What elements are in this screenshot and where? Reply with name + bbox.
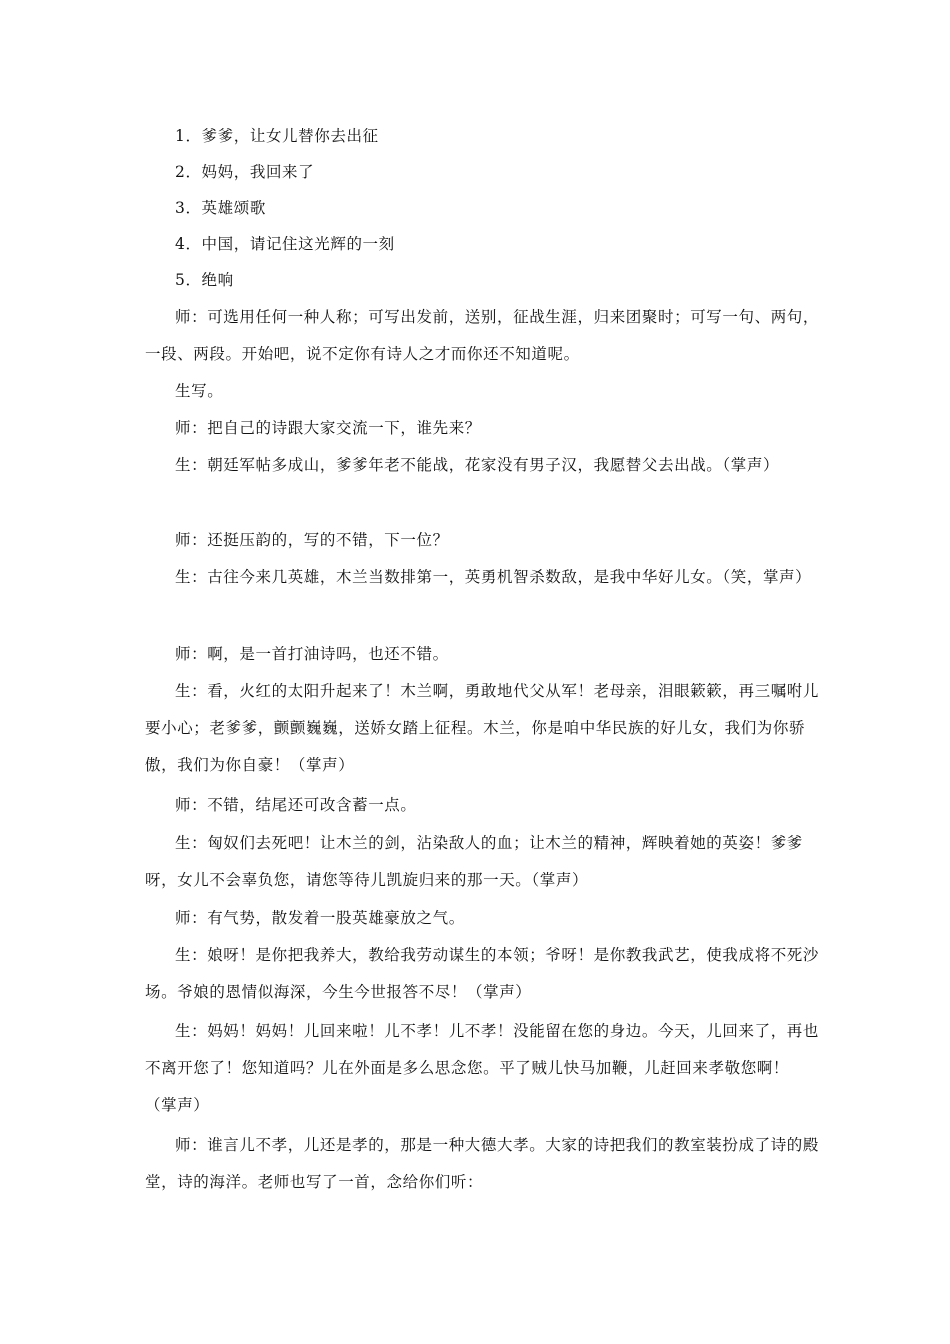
teacher-paragraph-6: 师：有气势，散发着一股英雄豪放之气。 bbox=[175, 909, 465, 927]
student-paragraph-5: 生：匈奴们去死吧！让木兰的剑，沾染敌人的血；让木兰的精神，辉映着她的英姿！爹爹呀，女儿不会辜负您，请您等待儿凯旋归来的那一天。（掌声） bbox=[145, 834, 803, 889]
student-paragraph-3: 生：古往今来几英雄，木兰当数排第一，英勇机智杀数敌，是我中华好儿女。（笑，掌声） bbox=[175, 568, 812, 586]
student-paragraph-1: 生写。 bbox=[175, 382, 224, 400]
list-item-4: 4．中国，请记住这光辉的一刻 bbox=[175, 235, 395, 253]
student-paragraph-6: 生：娘呀！是你把我养大，教给我劳动谋生的本领；爷呀！是你教我武艺，使我成将不死沙场。爷娘的恩情似海深，今生今世报答不尽！（掌声） bbox=[145, 946, 820, 1001]
list-item-5: 5．绝响 bbox=[175, 271, 234, 289]
student-paragraph-7: 生：妈妈！妈妈！儿回来啦！儿不孝！儿不孝！没能留在您的身边。今天，儿回来了，再也不离开您了！您知道吗？儿在外面是多么思念您。平了贼儿快马加鞭，儿赶回来孝敬您啊！（掌声） bbox=[145, 1022, 820, 1114]
list-item-2: 2．妈妈，我回来了 bbox=[175, 163, 315, 181]
student-paragraph-4: 生：看，火红的太阳升起来了！木兰啊，勇敢地代父从军！老母亲，泪眼簌簌，再三嘱咐儿要小心；老爹爹，颤颤巍巍，送娇女踏上征程。木兰，你是咱中华民族的好儿女，我们为你骄傲，我们为你自豪！（掌声） bbox=[145, 682, 820, 774]
teacher-paragraph-1: 师：可选用任何一种人称；可写出发前，送别，征战生涯，归来团聚时；可写一句、两句，一段、两段。开始吧，说不定你有诗人之才而你还不知道呢。 bbox=[145, 308, 820, 363]
student-paragraph-2: 生：朝廷军帖多成山，爹爹年老不能战，花家没有男子汉，我愿替父去出战。（掌声） bbox=[175, 456, 780, 474]
list-item-1: 1．爹爹，让女儿替你去出征 bbox=[175, 127, 379, 145]
teacher-paragraph-5: 师：不错，结尾还可改含蓄一点。 bbox=[175, 796, 417, 814]
teacher-paragraph-2: 师：把自己的诗跟大家交流一下，谁先来？ bbox=[175, 419, 481, 437]
list-item-3: 3．英雄颂歌 bbox=[175, 199, 266, 217]
teacher-paragraph-3: 师：还挺压韵的，写的不错，下一位？ bbox=[175, 531, 449, 549]
teacher-paragraph-7: 师：谁言儿不孝，儿还是孝的，那是一种大德大孝。大家的诗把我们的教室装扮成了诗的殿堂，诗的海洋。老师也写了一首，念给你们听： bbox=[145, 1136, 820, 1191]
teacher-paragraph-4: 师：啊，是一首打油诗吗，也还不错。 bbox=[175, 645, 449, 663]
